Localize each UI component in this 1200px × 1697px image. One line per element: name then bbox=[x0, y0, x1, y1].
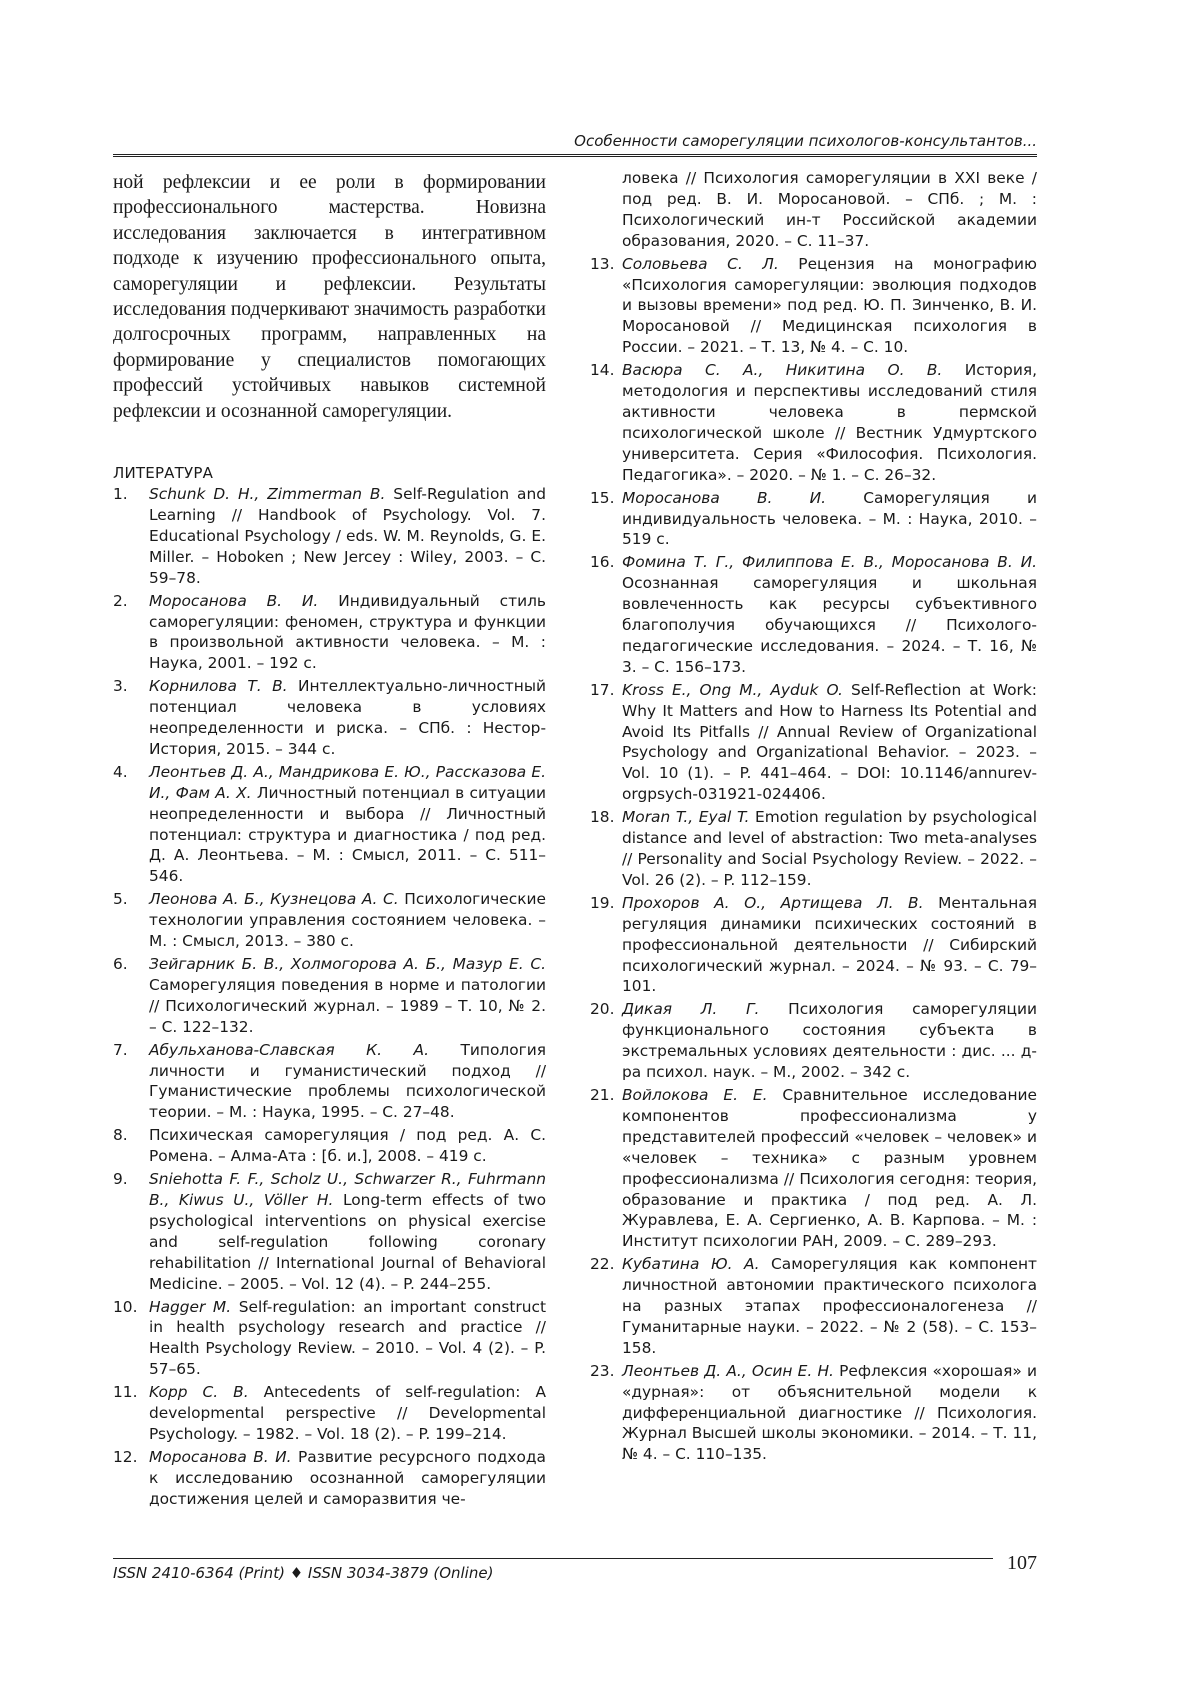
reference-text: Индивидуальный стиль саморегуляции: феномен, структура и функции в произвольной активности человека. – М. : Наука, 2001. – 192 с. bbox=[149, 591, 546, 673]
reference-item bbox=[113, 954, 546, 1038]
reference-text: Развитие ресурсного подхода к исследованию осознанной саморегуляции достижения целей и саморазвития че- bbox=[149, 1447, 546, 1508]
reference-authors: Kopp C. B. bbox=[149, 1383, 249, 1402]
reference-number: 14. bbox=[590, 361, 615, 380]
reference-number: 16. bbox=[590, 553, 615, 572]
reference-item bbox=[590, 360, 1037, 485]
reference-text: Психическая саморегуляция / под ред. А. С. Ромена. – Алма-Ата : [б. и.], 2008. – 419 с. bbox=[149, 1126, 546, 1166]
reference-number: 3. bbox=[113, 677, 128, 696]
reference-item bbox=[113, 1169, 546, 1294]
reference-number: 12. bbox=[113, 1447, 138, 1466]
literature-heading: ЛИТЕРАТУРА bbox=[113, 464, 214, 483]
reference-list-left bbox=[113, 484, 546, 1510]
reference-authors: Корнилова Т. В. bbox=[149, 677, 288, 696]
page-number: 107 bbox=[1007, 1552, 1037, 1574]
reference-text: Self-Regulation and Learning // Handbook of Psychology. Vol. 7. Educational Psychology / eds. W. M. Reynolds, G. E. Miller. – Hoboken ; New Jercey : Wiley, 2003. – С. 59–78. bbox=[149, 485, 546, 587]
reference-authors: Moran T., Eyal T. bbox=[622, 808, 750, 827]
reference-authors: Дикая Л. Г. bbox=[622, 1000, 760, 1019]
reference-number: 10. bbox=[113, 1297, 138, 1316]
reference-text: Emotion regulation by psychological distance and level of abstraction: Two meta-analyses // Personality and Social Psychology Review. – 2022. – Vol. 26 (2). – P. 112–159. bbox=[622, 808, 1037, 889]
reference-authors: Фомина Т. Г., Филиппова Е. В., Моросанова В. И. bbox=[622, 553, 1037, 572]
reference-text: Личностный потенциал в ситуации неопределенности и выбора // Личностный потенциал: структура и диагностика / под ред. Д. А. Леонтьева. – М. : Смысл, 2011. – С. 511–546. bbox=[149, 783, 546, 886]
right-column bbox=[590, 168, 1037, 1467]
reference-authors: Зейгарник Б. В., Холмогорова А. Б., Мазур Е. С. bbox=[149, 955, 546, 973]
reference-text: Интеллектуально-личностный потенциал человека в условиях неопределенности и риска. – СПб. : Нестор-История, 2015. – 344 с. bbox=[149, 677, 546, 758]
reference-item-continued bbox=[590, 168, 1037, 252]
reference-text: ловека // Психология саморегуляции в XXI веке / под ред. В. И. Моросановой. – СПб. ; М. : Психологический ин-т Российской академии образования, 2020. – С. 11–37. bbox=[622, 169, 1037, 250]
reference-authors: Васюра С. А., Никитина О. В. bbox=[622, 361, 943, 380]
reference-text: Саморегуляция как компонент личностной автономии практического психолога на разных этапах профессионалогенеза // Гуманитарные науки. – 2022. – № 2 (58). – С. 153–158. bbox=[622, 1255, 1037, 1357]
reference-number: 6. bbox=[113, 955, 128, 973]
left-column bbox=[113, 170, 546, 1512]
reference-authors: Леонтьев Д. А., Мандрикова Е. Ю., Рассказова Е. И., Фам А. Х. bbox=[149, 762, 546, 802]
reference-number: 19. bbox=[590, 893, 615, 912]
reference-item bbox=[113, 676, 546, 760]
reference-item bbox=[113, 1040, 546, 1124]
reference-authors: Hagger M. bbox=[149, 1297, 232, 1316]
reference-item bbox=[590, 1254, 1037, 1359]
body-paragraph: ной рефлексии и ее роли в формировании профессионального мастерства. Новизна исследования заключается в интегративном подходе к изучению профессионального опыта, саморегуляции и рефлексии. Результаты исследования подчеркивают значимость разработки долгосрочных программ, направленных на формирование у специалистов помогающих профессий устойчивых навыков системной рефлексии и осознанной саморегуляции. bbox=[113, 172, 546, 422]
reference-text: История, методология и перспективы исследований стиля активности человека в пермской психологической школе // Вестник Удмуртского университета. Серия «Философия. Психология. Педагогика». – 2020. – № 1. – С. 26–32. bbox=[622, 361, 1037, 484]
running-title: Особенности саморегуляции психологов-консультантов... bbox=[574, 132, 1037, 150]
reference-text: Ментальная регуляция динамики психических состояний в профессиональной деятельности // Сибирский психологический журнал. – 2024. – № 93. – С. 79–101. bbox=[622, 893, 1037, 996]
reference-text: Психологические технологии управления состоянием человека. – М. : Смысл, 2013. – 380 с. bbox=[149, 890, 546, 951]
reference-item bbox=[590, 254, 1037, 359]
reference-item bbox=[590, 807, 1037, 891]
reference-item bbox=[590, 1361, 1037, 1466]
reference-number: 5. bbox=[113, 890, 128, 909]
reference-number: 15. bbox=[590, 488, 615, 507]
reference-number: 1. bbox=[113, 485, 128, 504]
reference-number: 23. bbox=[590, 1361, 615, 1380]
reference-number: 4. bbox=[113, 762, 128, 781]
reference-number: 17. bbox=[590, 680, 615, 699]
reference-authors: Моросанова В. И. bbox=[149, 591, 319, 610]
reference-number: 22. bbox=[590, 1255, 615, 1274]
reference-authors: Леонова А. Б., Кузнецова А. С. bbox=[149, 890, 399, 909]
footer-divider bbox=[113, 1558, 993, 1559]
reference-number: 20. bbox=[590, 1000, 615, 1019]
reference-text: Antecedents of self-regulation: A developmental perspective // Developmental Psychology. – 1982. – Vol. 18 (2). – P. 199–214. bbox=[149, 1383, 546, 1443]
reference-authors: Прохоров А. О., Артищева Л. В. bbox=[622, 893, 924, 912]
reference-authors: Моросанова В. И. bbox=[149, 1447, 292, 1466]
reference-number: 9. bbox=[113, 1170, 128, 1189]
reference-item bbox=[113, 1447, 546, 1510]
reference-number: 7. bbox=[113, 1040, 128, 1059]
reference-text: Саморегуляция поведения в норме и патологии // Психологический журнал. – 1989 – Т. 10, № 2. – С. 122–132. bbox=[149, 975, 546, 1036]
reference-item bbox=[590, 488, 1037, 551]
reference-authors: Sniehotta F. F., Scholz U., Schwarzer R., Fuhrmann B., Kiwus U., Völler H. bbox=[149, 1170, 546, 1209]
running-header bbox=[113, 132, 1037, 157]
reference-item bbox=[113, 1125, 546, 1167]
reference-authors: Леонтьев Д. А., Осин Е. Н. bbox=[622, 1361, 834, 1380]
reference-text: Рецензия на монографию «Психология саморегуляции: эволюция подходов и вызовы времени» под ред. Ю. П. Зинченко, В. И. Моросановой // Медицинская психология в России. – 2021. – Т. 13, № 4. – С. 10. bbox=[622, 254, 1037, 357]
reference-item bbox=[113, 889, 546, 952]
reference-number: 11. bbox=[113, 1383, 138, 1402]
reference-item bbox=[113, 484, 546, 589]
reference-text: Типология личности и гуманистический подход // Гуманистические проблемы психологической теории. – М. : Наука, 1995. – С. 27–48. bbox=[149, 1040, 546, 1122]
reference-item bbox=[590, 999, 1037, 1083]
reference-item bbox=[590, 552, 1037, 677]
reference-authors: Kross E., Ong M., Ayduk O. bbox=[622, 680, 843, 699]
reference-text: Рефлексия «хорошая» и «дурная»: от объяснительной модели к дифференциальной диагностике // Психология. Журнал Высшей школы экономики. – 2014. – Т. 11, № 4. – С. 110–135. bbox=[622, 1361, 1037, 1464]
reference-number: 13. bbox=[590, 254, 615, 273]
reference-number: 2. bbox=[113, 591, 128, 610]
reference-number: 18. bbox=[590, 808, 615, 827]
reference-authors: Соловьева С. Л. bbox=[622, 254, 779, 273]
reference-number: 21. bbox=[590, 1085, 615, 1104]
reference-item bbox=[113, 1382, 546, 1445]
reference-text: Саморегуляция и индивидуальность человека. – М. : Наука, 2010. – 519 с. bbox=[622, 488, 1037, 549]
reference-item bbox=[590, 893, 1037, 998]
reference-authors: Schunk D. H., Zimmerman B. bbox=[149, 485, 386, 504]
reference-text: Психология саморегуляции функционального состояния субъекта в экстремальных условиях деятельности : дис. ... д-ра психол. наук. – М., 2002. – 342 с. bbox=[622, 1000, 1037, 1082]
reference-item bbox=[590, 1085, 1037, 1252]
reference-text: Self-Reflection at Work: Why It Matters and How to Harness Its Potential and Avoid Its Pitfalls // Annual Review of Organizational Psychology and Organizational Behavior. – 2023. – Vol. 10 (1). – P. 441–464. – DOI: 10.1146/annurev-orgpsych-031921-024406. bbox=[622, 680, 1037, 804]
reference-number: 8. bbox=[113, 1126, 128, 1145]
reference-item bbox=[590, 680, 1037, 805]
reference-authors: Абульханова-Славская К. А. bbox=[149, 1040, 429, 1059]
reference-text: Long-term effects of two psychological interventions on physical exercise and self-regulation following coronary rehabilitation // International Journal of Behavioral Medicine. – 2005. – Vol. 12 (4). – P. 244–255. bbox=[149, 1190, 546, 1293]
reference-list-right bbox=[590, 168, 1037, 1465]
reference-text: Осознанная саморегуляция и школьная вовлеченность как ресурсы субъективного благополучия обучающихся // Психолого-педагогические исследования. – 2024. – Т. 16, № 3. – С. 156–173. bbox=[622, 574, 1037, 676]
reference-authors: Моросанова В. И. bbox=[622, 488, 827, 507]
reference-authors: Кубатина Ю. А. bbox=[622, 1255, 760, 1274]
reference-authors: Войлокова Е. Е. bbox=[622, 1085, 768, 1104]
reference-item bbox=[113, 591, 546, 675]
reference-item bbox=[113, 1297, 546, 1381]
reference-text: Сравнительное исследование компонентов профессионализма у представителей профессий «человек – человек» и «человек – техника» с разным уровнем профессионализма // Психология сегодня: теория, образование и практика / под ред. А. Л. Журавлева, Е. А. Сергиенко, А. В. Карпова. – М. : Институт психологии РАН, 2009. – С. 289–293. bbox=[622, 1085, 1037, 1251]
reference-item bbox=[113, 762, 546, 887]
page-footer bbox=[113, 1552, 1037, 1586]
reference-text: Self-regulation: an important construct in health psychology research and practice // Health Psychology Review. – 2010. – Vol. 4 (2). – P. 57–65. bbox=[149, 1297, 546, 1379]
issn-line: ISSN 2410-6364 (Print) ♦ ISSN 3034-3879 (Online) bbox=[113, 1564, 494, 1582]
